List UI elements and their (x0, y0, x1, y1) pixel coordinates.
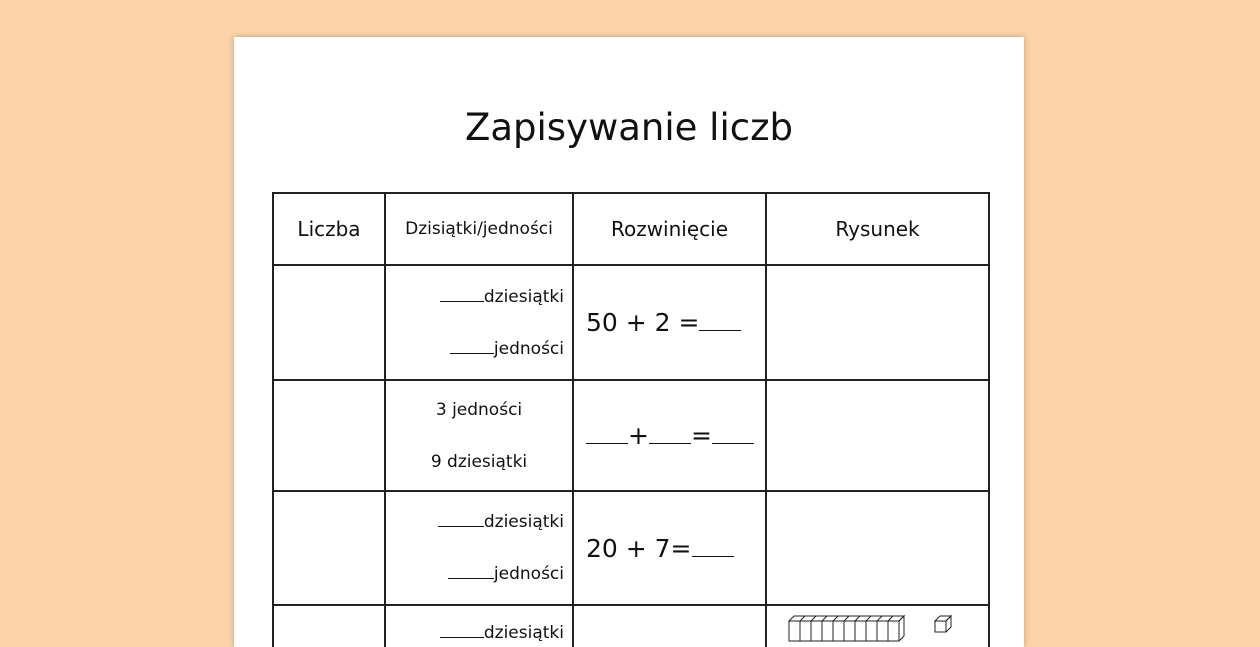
expansion-cell (573, 380, 766, 491)
number-cell[interactable] (273, 265, 385, 380)
tens-label: dziesiątki (483, 512, 564, 532)
tens-ones-cell (385, 491, 573, 605)
plus-sign: + (628, 421, 649, 450)
header-rysunek: Rysunek (766, 193, 989, 265)
drawing-cell[interactable] (766, 380, 989, 491)
tens-label: dziesiątki (483, 286, 564, 307)
table-row (273, 265, 989, 380)
header-rozwiniecie: Rozwinięcie (573, 193, 766, 265)
drawing-cell[interactable] (766, 491, 989, 605)
header-liczba: Liczba (273, 193, 385, 265)
expansion-cell (573, 265, 766, 380)
worksheet-title: Zapisywanie liczb (465, 106, 793, 149)
table-row (273, 605, 989, 647)
table-row (273, 491, 989, 605)
tens-blank[interactable] (440, 623, 484, 638)
equation-text: 20 + 7= (586, 533, 692, 563)
expansion-cell (573, 605, 766, 647)
tens-ones-cell (385, 265, 573, 380)
drawing-cell[interactable] (766, 265, 989, 380)
header-dziesiatki-jednosci: Dzisiątki/jedności (385, 193, 573, 265)
equals-sign: = (690, 421, 712, 450)
worksheet-table (272, 192, 990, 647)
ones-blank[interactable] (448, 564, 494, 579)
tens-ones-cell (385, 380, 573, 491)
answer-blank[interactable] (699, 312, 741, 331)
tens-label: dziesiątki (483, 623, 564, 643)
addend-blank-2[interactable] (649, 425, 691, 444)
ones-label: jedności (493, 564, 564, 584)
tens-ones-cell (385, 605, 573, 647)
ones-given: 3 jedności (435, 399, 523, 420)
number-cell[interactable] (273, 380, 385, 491)
number-cell[interactable] (273, 491, 385, 605)
ten-rod-icon (789, 616, 904, 641)
tens-blank[interactable] (440, 287, 484, 302)
answer-blank[interactable] (692, 538, 734, 557)
expansion-cell (573, 491, 766, 605)
tens-given: 9 dziesiątki (430, 451, 528, 472)
answer-blank[interactable] (712, 425, 754, 444)
addend-blank-1[interactable] (586, 425, 628, 444)
table-header-row (273, 193, 989, 265)
drawing-cell (766, 605, 989, 647)
table-row (273, 380, 989, 491)
ones-blank[interactable] (450, 339, 494, 354)
number-cell[interactable] (273, 605, 385, 647)
ones-label: jedności (493, 338, 564, 359)
tens-blank[interactable] (438, 512, 484, 527)
equation-text: 50 + 2 = (586, 308, 700, 337)
worksheet-page (234, 37, 1024, 647)
